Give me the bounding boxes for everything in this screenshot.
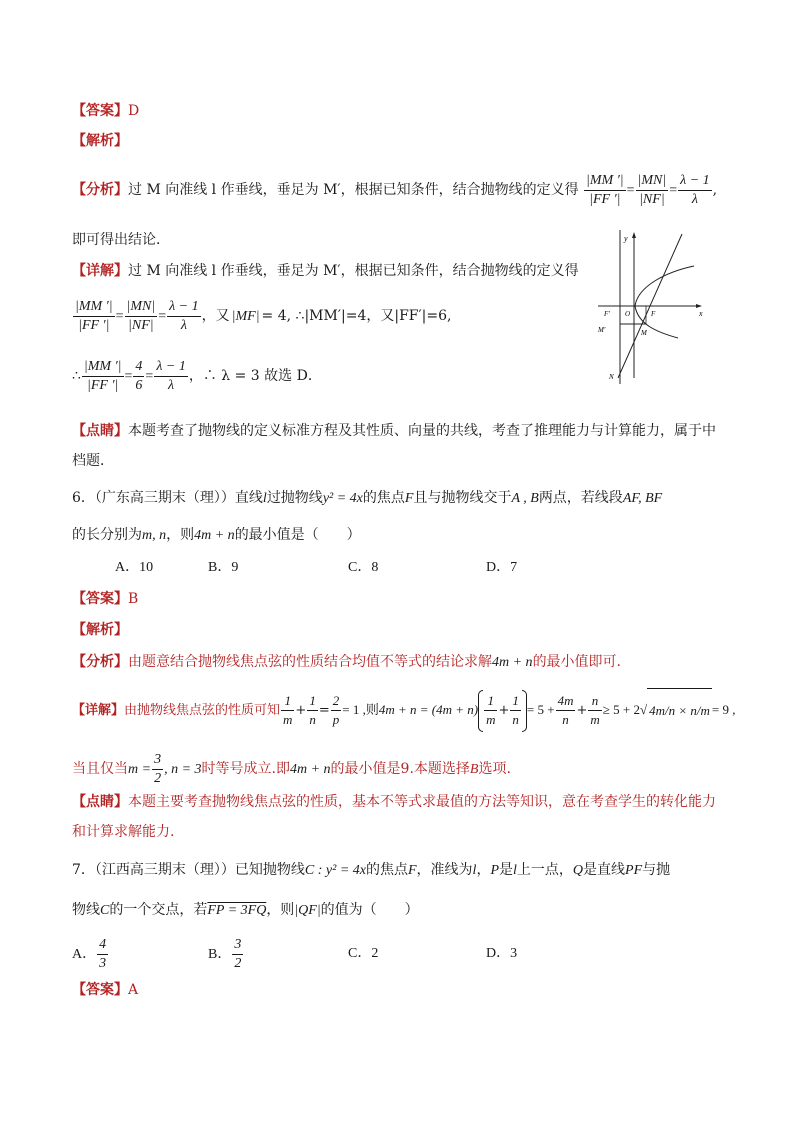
x-label: x bbox=[699, 309, 703, 318]
q6-equality-line: 当且仅当m = $\frac{3}{2}$ , n = 3时等号成立.即4m + n的最小值是9.本题选择B选项. bbox=[72, 751, 511, 786]
q6-stem-line1: 6．（广东高三期末（理））直线l过抛物线y² = 4x的焦点F且与抛物线交于A , B两点，若线段AF, BF bbox=[72, 490, 663, 506]
q6-option-b: B．9 bbox=[208, 560, 239, 575]
q6-answer: B bbox=[128, 591, 139, 607]
detail-tag: 【详解】 bbox=[72, 263, 128, 279]
q5-detail-line3: ∴ $\frac{|MM '|}{|FF '|}$ = $\frac{4}{6}$ = $\frac{\lambda - 1}{\lambda}$ ，∴ λ = 3 故选 D． bbox=[72, 358, 322, 393]
q5-comment-line2: 档题． bbox=[72, 453, 114, 469]
q7-answer: A bbox=[128, 982, 139, 998]
q6-comment-line2: 和计算求解能力. bbox=[72, 824, 175, 840]
q7-option-a: A． $\frac{4}{3}$ bbox=[72, 937, 107, 972]
m-label: M bbox=[641, 329, 647, 337]
n-label: N bbox=[609, 373, 614, 381]
fenxi-tag: 【分析】 bbox=[72, 182, 128, 198]
q6-detail-line: 【详解】由抛物线焦点弦的性质可知 $\frac{1}{m}$ + $\frac{1}{n}$ = $\frac{2}{p}$ = 1 ,则4m + n = (4m + n) $\frac{1}{m}$ + $\frac{1}{n}$ = 5 + $\frac{4m}{n}$ + $\frac{n}{m}$ ≥ 5 + 2√ 4m/n × n/m = 9 , bbox=[72, 688, 735, 733]
comment-tag: 【点睛】 bbox=[72, 423, 128, 439]
q5-comment-line1: 【点睛】本题考查了抛物线的定义标准方程及其性质、向量的共线，考查了推理能力与计算能力，属于中 bbox=[72, 423, 716, 439]
q7-answer-line: 【答案】A bbox=[72, 982, 139, 998]
q5-answer-line bbox=[72, 101, 139, 121]
f-prime-label: F′ bbox=[604, 310, 610, 318]
parabola-figure bbox=[596, 228, 708, 386]
m-prime-label: M′ bbox=[598, 326, 606, 334]
q6-option-c: C．8 bbox=[348, 560, 379, 575]
q6-fenxi-line: 【分析】由题意结合抛物线焦点弦的性质结合均值不等式的结论求解4m + n的最小值即可. bbox=[72, 654, 622, 670]
parabola-curve bbox=[635, 266, 694, 338]
q7-option-d: D．3 bbox=[486, 946, 518, 961]
q5-detail-line bbox=[72, 261, 579, 281]
q6-analysis-line: 【解析】 bbox=[72, 622, 128, 638]
x-axis-arrow bbox=[696, 304, 702, 308]
answer-tag: 【答案】 bbox=[72, 103, 128, 119]
q7-option-b: B． $\frac{3}{2}$ bbox=[208, 937, 242, 972]
q5-detail-line2: $\frac{|MM '|}{|FF '|}$ = $\frac{|MN|}{|NF|}$ = $\frac{\lambda - 1}{\lambda}$ ，又 |MF| = 4, ∴|MM′|=4，又|FF′|=6, bbox=[75, 298, 452, 333]
q5-fenxi-line: 【分析】过 M 向准线 l 作垂线，垂足为 M′，根据已知条件，结合抛物线的定义得 $\frac{|MM '|}{|FF '|}$ = $\frac{|MN|}{|NF|}$ = $\frac{\lambda - 1}{\lambda}$ , bbox=[72, 172, 718, 207]
q5-analysis-line bbox=[72, 131, 128, 151]
q7-stem-line2: 物线C的一个交点，若FP = 3FQ，则|QF|的值为（ ） bbox=[72, 902, 419, 918]
q6-option-d: D．7 bbox=[486, 560, 518, 575]
q7-stem-line1: 7．（江西高三期末（理））已知抛物线C : y² = 4x的焦点F，准线为l，P是l上一点，Q是直线PF与抛 bbox=[72, 862, 671, 878]
q5-answer: D bbox=[128, 103, 140, 119]
y-axis-arrow bbox=[632, 232, 636, 238]
frac-lambda: $\frac{\lambda - 1}{\lambda}$ bbox=[680, 172, 710, 207]
frac-mm-ff: $\frac{|MM '|}{|FF '|}$ bbox=[586, 172, 624, 207]
q6-option-a: A．10 bbox=[115, 560, 154, 575]
origin-label: O bbox=[625, 310, 631, 318]
analysis-tag: 【解析】 bbox=[72, 133, 128, 149]
focus-label: F bbox=[651, 310, 656, 318]
y-label: y bbox=[624, 234, 628, 243]
q5-fenxi-text: 过 M 向准线 l 作垂线，垂足为 M′，根据已知条件，结合抛物线的定义得 bbox=[128, 182, 579, 198]
q6-stem-line2: 的长分别为m, n，则4m + n的最小值是（ ） bbox=[72, 527, 361, 543]
q6-comment-line1: 【点睛】本题主要考查抛物线焦点弦的性质，基本不等式求最值的方法等知识，意在考查学生的转化能力 bbox=[72, 794, 716, 810]
q6-answer-line: 【答案】B bbox=[72, 591, 139, 607]
q5-fenxi-end: 即可得出结论． bbox=[72, 232, 170, 248]
q5-detail-text: 过 M 向准线 l 作垂线，垂足为 M′，根据已知条件，结合抛物线的定义得 bbox=[128, 263, 579, 279]
frac-mn-nf: $\frac{|MN|}{|NF|}$ bbox=[637, 172, 667, 207]
q7-option-c: C．2 bbox=[348, 946, 379, 961]
